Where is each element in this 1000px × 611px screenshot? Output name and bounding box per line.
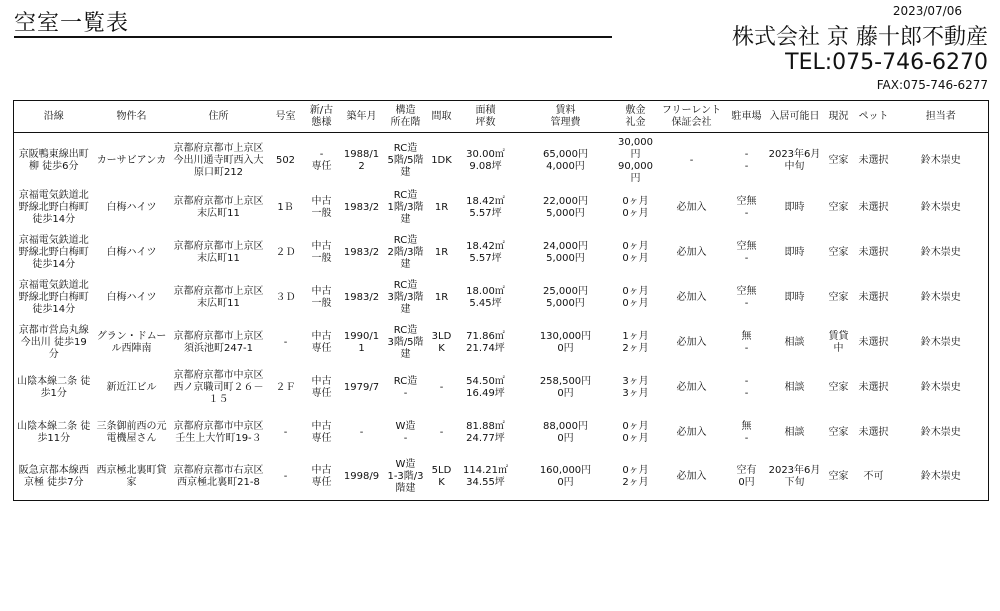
cell-address: 京都府京都市上京区須浜池町247-1: [173, 330, 264, 354]
cell-status: 空家: [828, 426, 849, 438]
table-row[interactable]: [14, 455, 989, 500]
table-row[interactable]: [14, 133, 989, 186]
cell-freerent: -: [689, 155, 694, 166]
cell-area: 71.86㎡ 21.74坪: [466, 330, 505, 354]
header-move-in: 入居可能日: [766, 101, 824, 133]
cell-layout: 1R: [434, 291, 449, 303]
cell-status: 空家: [828, 291, 849, 303]
cell-move-in: 即時: [784, 246, 805, 258]
cell-condition: - 専任: [311, 149, 332, 172]
cell-condition: 中古 一般: [311, 285, 332, 309]
cell-agent: 鈴木崇史: [920, 471, 961, 483]
cell-deposit: 0ヶ月 0ヶ月: [622, 285, 649, 309]
cell-deposit: 30,000円 90,000円: [618, 137, 653, 184]
cell-status: 賃貸中: [828, 330, 849, 354]
cell-property: 白梅ハイツ: [106, 246, 157, 258]
cell-area: 30.00㎡ 9.08坪: [466, 149, 505, 172]
cell-layout: 3LDK: [431, 330, 452, 354]
cell-freerent: 必加入: [676, 336, 707, 348]
cell-line: 阪急京都本線西京極 徒歩7分: [18, 465, 89, 489]
header-parking: 駐車場: [728, 101, 766, 133]
cell-pet: 未選択: [858, 201, 889, 213]
cell-status: 空家: [828, 246, 849, 258]
cell-room: -: [283, 471, 288, 483]
cell-property: カーサビアンカ: [96, 155, 167, 166]
issue-date: 2023/07/06: [892, 4, 962, 18]
cell-agent: 鈴木崇史: [920, 246, 961, 258]
cell-agent: 鈴木崇史: [920, 155, 961, 166]
table-row[interactable]: [14, 275, 989, 320]
header-built: 築年月: [340, 101, 384, 133]
cell-rent: 160,000円 0円: [539, 465, 592, 489]
cell-deposit: 0ヶ月 0ヶ月: [622, 240, 649, 264]
cell-rent: 130,000円 0円: [539, 330, 592, 354]
cell-line: 京福電気鉄道北野線北野白梅町 徒歩14分: [18, 234, 89, 270]
header-deposit: 敷金 礼金: [616, 101, 656, 133]
cell-parking: 空無 -: [736, 285, 757, 309]
cell-layout: 1R: [434, 246, 449, 258]
company-name: 株式会社 京 藤十郎不動産: [732, 25, 988, 50]
cell-deposit: 3ヶ月 3ヶ月: [622, 375, 649, 399]
page-title: 空室一覧表: [14, 11, 130, 36]
cell-room: 502: [275, 155, 296, 166]
cell-freerent: 必加入: [676, 381, 707, 393]
cell-status: 空家: [828, 471, 849, 483]
cell-address: 京都府京都市上京区末広町11: [173, 285, 264, 309]
cell-built: 1983/2: [343, 291, 380, 303]
cell-structure: W造 1-3階/3階建: [387, 459, 424, 495]
cell-condition: 中古 専任: [311, 375, 332, 399]
header-room: 号室: [268, 101, 304, 133]
cell-address: 京都府京都市中京区西ノ京職司町２６－１５: [173, 369, 264, 405]
cell-layout: 1DK: [431, 155, 452, 166]
cell-structure: RC造 5階/5階建: [387, 143, 424, 178]
cell-deposit: 0ヶ月 2ヶ月: [622, 465, 649, 489]
cell-status: 空家: [828, 155, 849, 166]
cell-rent: 88,000円 0円: [543, 420, 588, 444]
cell-structure: RC造 -: [393, 375, 418, 399]
cell-pet: 未選択: [858, 381, 889, 393]
cell-rent: 258,500円 0円: [539, 375, 592, 399]
table-row[interactable]: [14, 320, 989, 365]
cell-built: 1983/2: [343, 201, 380, 213]
cell-line: 山陰本線二条 徒歩11分: [17, 420, 91, 444]
header-line: 沿線: [14, 101, 94, 133]
cell-room: ２Ｄ: [275, 246, 296, 258]
cell-rent: 65,000円 4,000円: [543, 149, 588, 172]
cell-property: 西京極北裏町貸家: [96, 465, 167, 489]
cell-condition: 中古 専任: [311, 420, 332, 444]
cell-line: 京阪鴨東線出町柳 徒歩6分: [18, 149, 89, 172]
cell-line: 京福電気鉄道北野線北野白梅町 徒歩14分: [18, 279, 89, 315]
cell-move-in: 即時: [784, 201, 805, 213]
cell-agent: 鈴木崇史: [920, 291, 961, 303]
cell-line: 山陰本線二条 徒歩1分: [17, 375, 91, 399]
cell-agent: 鈴木崇史: [920, 381, 961, 393]
header-pet: ペット: [854, 101, 894, 133]
cell-agent: 鈴木崇史: [920, 201, 961, 213]
cell-deposit: 0ヶ月 0ヶ月: [622, 420, 649, 444]
cell-property: 白梅ハイツ: [106, 291, 157, 303]
cell-rent: 25,000円 5,000円: [543, 285, 588, 309]
cell-freerent: 必加入: [676, 201, 707, 213]
cell-structure: RC造 3階/5階建: [387, 324, 424, 360]
fax-number: FAX:075-746-6277: [876, 78, 988, 92]
cell-area: 114.21㎡ 34.55坪: [463, 465, 508, 489]
cell-freerent: 必加入: [676, 246, 707, 258]
cell-built: 1988/12: [343, 149, 380, 172]
cell-move-in: 相談: [784, 381, 805, 393]
cell-built: -: [359, 426, 364, 438]
cell-deposit: 0ヶ月 0ヶ月: [622, 195, 649, 219]
header-area: 面積 坪数: [456, 101, 516, 133]
cell-room: -: [283, 426, 288, 438]
table-row[interactable]: [14, 185, 989, 230]
cell-move-in: 相談: [784, 336, 805, 348]
cell-room: -: [283, 336, 288, 348]
cell-layout: 5LDK: [431, 465, 452, 489]
cell-address: 京都府京都市上京区末広町11: [173, 195, 264, 219]
cell-property: 三条御前西の元電機屋さん: [96, 420, 167, 444]
header-structure: 構造 所在階: [384, 101, 428, 133]
cell-pet: 未選択: [858, 246, 889, 258]
cell-built: 1998/9: [343, 471, 380, 483]
cell-line: 京福電気鉄道北野線北野白梅町 徒歩14分: [18, 189, 89, 225]
cell-agent: 鈴木崇史: [920, 426, 961, 438]
cell-pet: 未選択: [858, 336, 889, 348]
cell-built: 1979/7: [343, 381, 380, 393]
cell-move-in: 2023年6月下旬: [768, 465, 821, 489]
cell-move-in: 即時: [784, 291, 805, 303]
cell-address: 京都府京都市上京区今出川通寺町西入大原口町212: [173, 143, 264, 178]
cell-parking: 空無 -: [736, 195, 757, 219]
cell-pet: 未選択: [858, 426, 889, 438]
cell-built: 1983/2: [343, 246, 380, 258]
cell-freerent: 必加入: [676, 291, 707, 303]
cell-status: 空家: [828, 381, 849, 393]
header-agent: 担当者: [894, 101, 989, 133]
cell-property: 白梅ハイツ: [106, 201, 157, 213]
cell-parking: 無 -: [741, 330, 752, 354]
table-row[interactable]: [14, 230, 989, 275]
cell-parking: - -: [744, 149, 749, 172]
cell-structure: RC造 1階/3階建: [387, 189, 424, 225]
cell-rent: 22,000円 5,000円: [543, 195, 588, 219]
header-condition: 新/古 態様: [304, 101, 340, 133]
cell-pet: 未選択: [858, 291, 889, 303]
cell-parking: - -: [744, 375, 749, 399]
cell-pet: 不可: [863, 471, 884, 483]
cell-freerent: 必加入: [676, 426, 707, 438]
cell-move-in: 相談: [784, 426, 805, 438]
table-header-row: [14, 101, 989, 133]
cell-condition: 中古 専任: [311, 330, 332, 354]
header-property: 物件名: [94, 101, 170, 133]
cell-move-in: 2023年6月中旬: [768, 149, 821, 172]
cell-condition: 中古 一般: [311, 240, 332, 264]
cell-parking: 空無 -: [736, 240, 757, 264]
table-row[interactable]: [14, 410, 989, 455]
cell-condition: 中古 一般: [311, 195, 332, 219]
header-rent: 賃料 管理費: [516, 101, 616, 133]
header-freerent: フリーレント 保証会社: [656, 101, 728, 133]
table-row[interactable]: [14, 365, 989, 410]
cell-built: 1990/11: [343, 330, 380, 354]
cell-area: 81.88㎡ 24.77坪: [466, 420, 505, 444]
cell-area: 54.50㎡ 16.49坪: [466, 375, 505, 399]
cell-property: グラン・ドムール西陣南: [96, 330, 167, 354]
cell-address: 京都府京都市中京区壬生上大竹町19-３: [173, 420, 264, 444]
cell-line: 京都市営烏丸線今出川 徒歩19分: [18, 324, 89, 360]
cell-rent: 24,000円 5,000円: [543, 240, 588, 264]
cell-area: 18.00㎡ 5.45坪: [466, 285, 505, 309]
header-address: 住所: [170, 101, 268, 133]
cell-layout: 1R: [434, 201, 449, 213]
cell-room: 1Ｂ: [277, 201, 294, 213]
cell-layout: -: [439, 381, 444, 393]
cell-parking: 空有 0円: [736, 465, 757, 489]
cell-address: 京都府京都市上京区末広町11: [173, 240, 264, 264]
cell-layout: -: [439, 426, 444, 438]
cell-deposit: 1ヶ月 2ヶ月: [622, 330, 649, 354]
cell-room: ３Ｄ: [275, 291, 296, 303]
cell-status: 空家: [828, 201, 849, 213]
cell-parking: 無 -: [741, 420, 752, 444]
vacancy-table: [13, 100, 989, 501]
phone-number: TEL:075-746-6270: [785, 50, 988, 75]
cell-address: 京都府京都市右京区西京極北裏町21-8: [173, 465, 264, 489]
title-underline: [14, 36, 612, 38]
cell-condition: 中古 専任: [311, 465, 332, 489]
cell-structure: RC造 2階/3階建: [387, 234, 424, 270]
cell-area: 18.42㎡ 5.57坪: [466, 195, 505, 219]
cell-room: ２Ｆ: [275, 381, 296, 393]
cell-freerent: 必加入: [676, 471, 707, 483]
cell-structure: RC造 3階/3階建: [387, 279, 424, 315]
cell-agent: 鈴木崇史: [920, 336, 961, 348]
cell-area: 18.42㎡ 5.57坪: [466, 240, 505, 264]
cell-pet: 未選択: [858, 155, 889, 166]
header-layout: 間取: [428, 101, 456, 133]
cell-property: 新近江ビル: [106, 381, 157, 393]
header-status: 現況: [824, 101, 854, 133]
cell-structure: W造 -: [395, 420, 416, 444]
